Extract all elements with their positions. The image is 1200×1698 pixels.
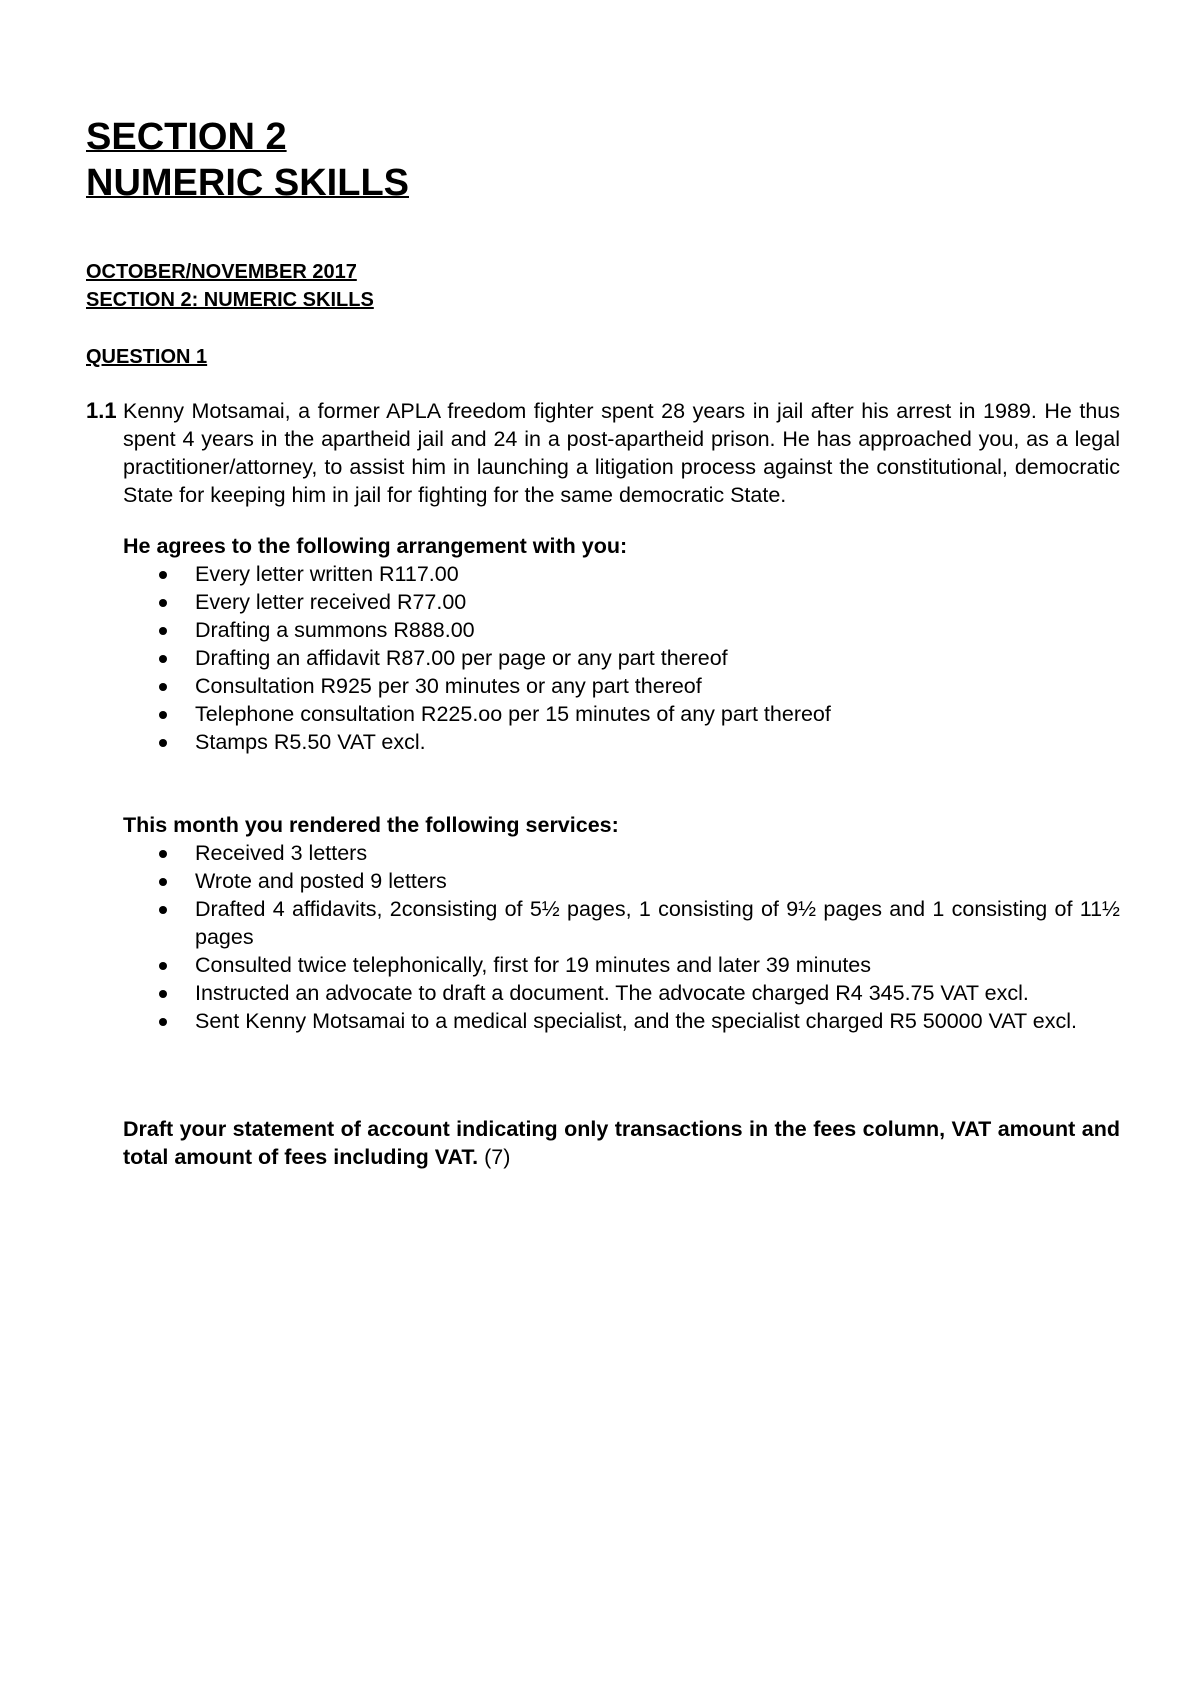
bullet-icon: [159, 878, 167, 886]
arrangement-heading: He agrees to the following arrangement with you:: [123, 534, 628, 558]
list-item-text: Instructed an advocate to draft a document. The advocate charged R4 345.75 VAT excl.: [195, 981, 1029, 1005]
list-item: [123, 700, 1120, 728]
bullet-icon: [159, 599, 167, 607]
list-item: [123, 1007, 1120, 1035]
instruction: [123, 1115, 1120, 1171]
bullet-icon: [159, 850, 167, 858]
list-item-text: Sent Kenny Motsamai to a medical specialist, and the specialist charged R5 50000 VAT excl.: [195, 1009, 1077, 1033]
list-item-text: Every letter received R77.00: [195, 590, 467, 614]
list-item-text: Wrote and posted 9 letters: [195, 869, 447, 893]
services-heading: This month you rendered the following services:: [123, 813, 619, 837]
list-item: [123, 588, 1120, 616]
instruction-text: Draft your statement of account indicating only transactions in the fees column, VAT amount and total amount of fees including VAT.: [123, 1117, 1120, 1169]
bullet-icon: [159, 627, 167, 635]
exam-session: OCTOBER/NOVEMBER 2017: [86, 261, 357, 283]
list-item-text: Telephone consultation R225.oo per 15 minutes of any part thereof: [195, 702, 831, 726]
section-title-line-1: SECTION 2: [86, 116, 287, 158]
list-item-text: Consulted twice telephonically, first for 19 minutes and later 39 minutes: [195, 953, 872, 977]
marks-label: (7): [484, 1145, 511, 1169]
exam-subheading: [86, 258, 374, 314]
list-item: [123, 672, 1120, 700]
list-item: [123, 728, 1120, 756]
list-item-text: Drafted 4 affidavits, 2consisting of 5½ pages, 1 consisting of 9½ pages and 1 consisting of 11½ pages: [195, 897, 1120, 949]
list-item: [123, 951, 1120, 979]
bullet-icon: [159, 1018, 167, 1026]
list-item-text: Stamps R5.50 VAT excl.: [195, 730, 426, 754]
list-item-text: Consultation R925 per 30 minutes or any part thereof: [195, 674, 702, 698]
list-item: [123, 644, 1120, 672]
bullet-icon: [159, 906, 167, 914]
arrangement-list: [123, 560, 1120, 756]
list-item: [123, 979, 1120, 1007]
section-title-line-2: NUMERIC SKILLS: [86, 162, 409, 204]
bullet-icon: [159, 739, 167, 747]
section-title: [86, 114, 409, 206]
bullet-icon: [159, 711, 167, 719]
bullet-icon: [159, 655, 167, 663]
bullet-icon: [159, 683, 167, 691]
list-item: [123, 616, 1120, 644]
list-item: [123, 560, 1120, 588]
question-body: Kenny Motsamai, a former APLA freedom fighter spent 28 years in jail after his arrest in 1989. He thus spent 4 years in the apartheid jail and 24 in a post-apartheid prison. He has approached you, as a legal practitioner/attorney, to assist him in launching a litigation process against the constitutional, democratic State for keeping him in jail for fighting for the same democratic State.: [123, 399, 1120, 507]
list-item-text: Drafting a summons R888.00: [195, 618, 475, 642]
list-item: [123, 839, 1120, 867]
question-heading: QUESTION 1: [86, 346, 208, 368]
bullet-icon: [159, 990, 167, 998]
list-item: [123, 895, 1120, 951]
list-item-text: Every letter written R117.00: [195, 562, 459, 586]
list-item-text: Received 3 letters: [195, 841, 368, 865]
list-item: [123, 867, 1120, 895]
bullet-icon: [159, 571, 167, 579]
question-number: 1.1: [86, 398, 117, 423]
bullet-icon: [159, 962, 167, 970]
exam-section: SECTION 2: NUMERIC SKILLS: [86, 289, 374, 311]
list-item-text: Drafting an affidavit R87.00 per page or any part thereof: [195, 646, 728, 670]
services-list: [123, 839, 1120, 1035]
